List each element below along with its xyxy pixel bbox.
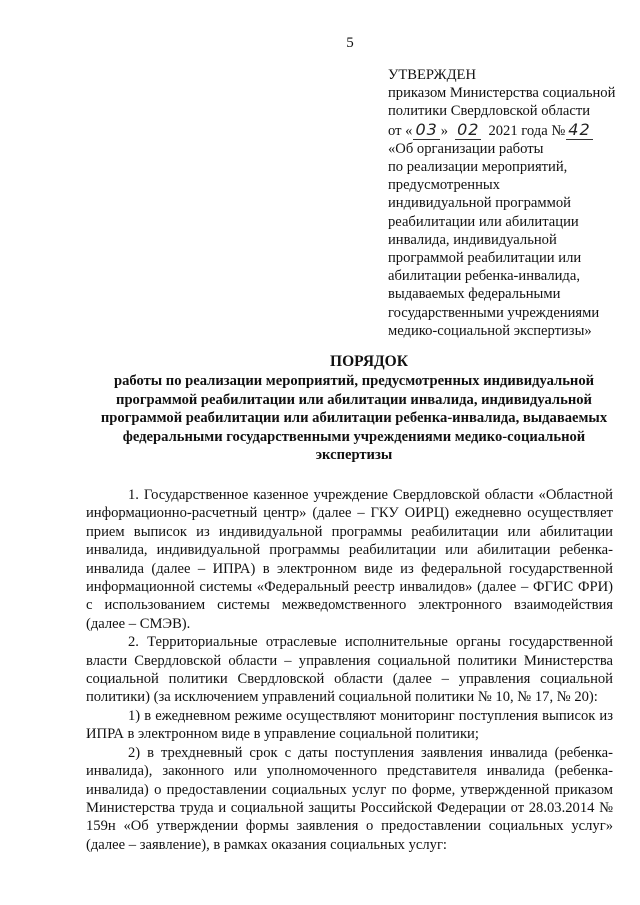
approval-date-line	[388, 121, 636, 140]
approval-line-2: политики Свердловской области	[388, 103, 591, 120]
page-number: 5	[346, 35, 354, 51]
document-subtitle-line: экспертизы	[315, 447, 393, 464]
paragraph-2-item-1: 1) в ежедневном режиме осуществляют мониторинг поступления выписок из ИПРА в электронном виде в управление социальной политики;	[86, 707, 613, 743]
approval-subject-line: абилитации ребенка-инвалида,	[388, 268, 580, 285]
approval-subject-line: выдаваемых федеральными	[388, 286, 561, 303]
handwritten-month: 02	[457, 119, 480, 139]
approval-subject-line: реабилитации или абилитации	[388, 213, 579, 230]
approval-subject-line: по реализации мероприятий,	[388, 159, 568, 176]
year-text: 2021 года №	[488, 122, 566, 139]
handwritten-day: 03	[415, 119, 438, 139]
approval-subject-line: индивидуальной программой	[388, 195, 571, 212]
paragraph-1: 1. Государственное казенное учреждение Свердловской области «Областной информационно-расчетный центр» (далее – ГКУ ОИРЦ) ежедневно осуществляет прием выписок из индивидуальной программы реабилитации или абилитации инвалида, индивидуальной программы реабилитации или абилитации ребенка-инвалида (далее – ИПРА) в электронном виде из федеральной государственной информационной системы «Федеральный реестр инвалидов» (далее – ФГИС ФРИ) с использованием системы межведомственного электронного взаимодействия (далее – СМЭВ).	[86, 487, 613, 632]
handwritten-number: 42	[568, 119, 591, 139]
document-body	[86, 486, 613, 854]
document-subtitle-line: федеральными государственными учреждениями медико-социальной	[122, 428, 586, 445]
approval-subject-line: медико-социальной экспертизы»	[388, 322, 592, 339]
document-subtitle-line: программой реабилитации или абилитации инвалида, индивидуальной	[116, 391, 592, 408]
approval-heading: УТВЕРЖДЕН	[388, 67, 476, 83]
approval-subject-line: предусмотренных	[388, 177, 500, 194]
approval-subject-line: государственными учреждениями	[388, 304, 600, 321]
document-subtitle-line: программой реабилитации или абилитации ребенка-инвалида, выдаваемых	[100, 410, 608, 427]
document-subtitle-line: работы по реализации мероприятий, предусмотренных индивидуальной	[113, 373, 595, 389]
document-title: ПОРЯДОК	[330, 353, 408, 370]
approval-stamp-block	[388, 66, 636, 340]
paragraph-2: 2. Территориальные отраслевые исполнительные органы государственной власти Свердловской области – управления социальной политики Министерства социальной политики Свердловской области (далее – управления социальной политики) (за исключением управлений социальной политики № 10, № 17, № 20):	[86, 634, 613, 706]
date-prefix: от «	[388, 122, 413, 139]
approval-subject-line: «Об организации работы	[388, 140, 544, 157]
approval-subject-line: инвалида, индивидуальной	[388, 231, 557, 248]
approval-line-1: приказом Министерства социальной	[388, 85, 616, 102]
approval-subject-line: программой реабилитации или	[388, 250, 582, 267]
document-title-block	[84, 352, 624, 465]
date-mid: »	[440, 122, 449, 139]
paragraph-2-item-2: 2) в трехдневный срок с даты поступления заявления инвалида (ребенка-инвалида), законного или уполномоченного представителя инвалида (ребенка-инвалида) о предоставлении социальных услуг по форме, утвержденной приказом Министерства труда и социальной защиты Российской Федерации от 28.03.2014 № 159н «Об утверждении формы заявления о предоставлении социальных услуг» (далее – заявление), в рамках оказания социальных услуг:	[86, 744, 613, 853]
